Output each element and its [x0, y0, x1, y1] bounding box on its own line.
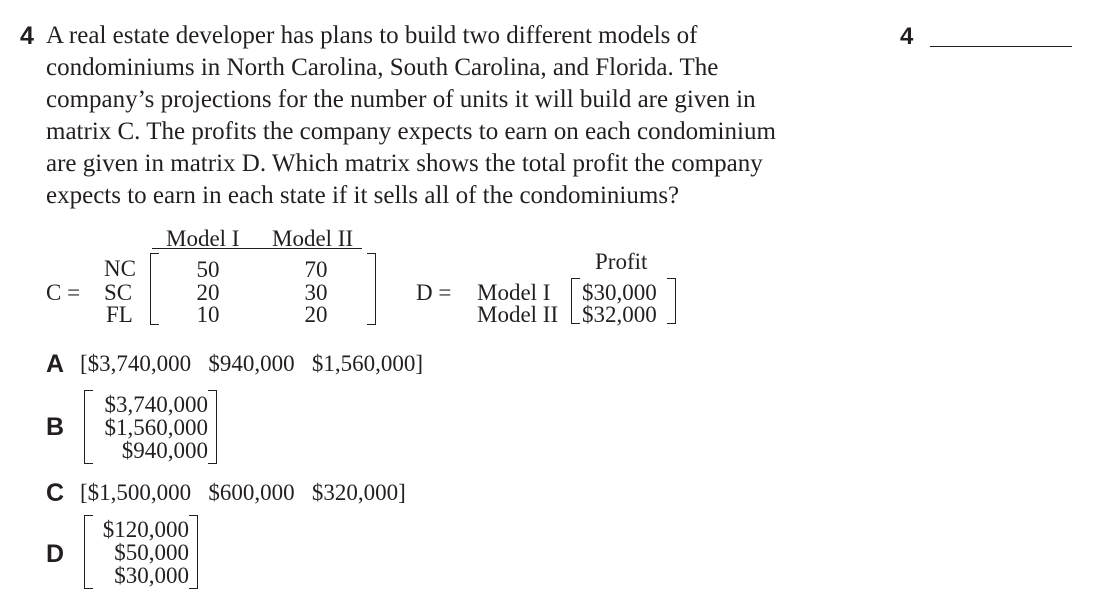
choice-c-text[interactable]: [$1,500,000 $600,000 $320,000]: [80, 480, 406, 505]
question-text-line-3: company’s projections for the number of units it will build are given in: [46, 86, 756, 113]
choice-b-value[interactable]: $940,000: [121, 438, 208, 463]
answer-blank-number: 4: [900, 23, 914, 50]
question-number: 4: [20, 22, 34, 50]
matrix-c-col-header-1: Model I: [166, 226, 240, 251]
matrix-c-cell: 20: [196, 280, 220, 305]
matrix-d-cell: $30,000: [582, 280, 657, 305]
answer-blank-line[interactable]: [930, 46, 1072, 47]
matrix-c-cell: 70: [304, 257, 328, 282]
matrix-d-left-bracket: [571, 278, 580, 324]
choice-a-text[interactable]: [$3,740,000 $940,000 $1,560,000]: [80, 351, 424, 376]
question-text-line-2: condominiums in North Carolina, South Carolina, and Florida. The: [46, 54, 719, 81]
choice-a-letter[interactable]: A: [46, 350, 65, 378]
matrix-d-row-label-model-2: Model II: [477, 302, 559, 327]
matrix-c-right-bracket: [367, 253, 376, 325]
matrix-d-col-header: Profit: [595, 249, 648, 274]
choice-c-letter[interactable]: C: [46, 479, 65, 507]
matrix-c-col-header-2: Model II: [272, 226, 354, 251]
question-text-line-1: A real estate developer has plans to build two different models of: [46, 22, 698, 49]
matrix-c-left-bracket: [150, 253, 159, 325]
matrix-d-row-label-model-1: Model I: [477, 280, 551, 305]
matrix-c-cell: 50: [196, 257, 220, 282]
matrix-c-row-label-fl: FL: [106, 302, 133, 327]
choice-d-value[interactable]: $50,000: [114, 540, 189, 565]
matrix-c-cell: 10: [196, 302, 220, 327]
matrix-c-cell: 20: [304, 302, 328, 327]
choice-b-value[interactable]: $3,740,000: [104, 392, 208, 417]
matrix-d-right-bracket: [667, 278, 676, 324]
choice-d-right-bracket: [189, 515, 198, 589]
matrix-c-cell: 30: [304, 280, 328, 305]
matrix-c-header-rule: [152, 248, 362, 249]
matrix-d-cell: $32,000: [582, 302, 657, 327]
matrix-d-label: D =: [416, 280, 452, 305]
choice-b-right-bracket: [208, 390, 217, 464]
matrix-c-row-label-sc: SC: [104, 280, 133, 305]
choice-d-value[interactable]: $30,000: [114, 563, 189, 588]
matrix-c-label: C =: [46, 280, 81, 305]
choice-b-value[interactable]: $1,560,000: [104, 415, 208, 440]
question-text-line-6: expects to earn in each state if it sells all of the condominiums?: [46, 182, 680, 209]
choice-b-letter[interactable]: B: [46, 413, 65, 441]
choice-d-letter[interactable]: D: [46, 540, 65, 568]
matrix-c-row-label-nc: NC: [104, 256, 136, 281]
question-text-line-5: are given in matrix D. Which matrix shows the total profit the company: [46, 150, 763, 177]
question-text-line-4: matrix C. The profits the company expects to earn on each condominium: [46, 118, 776, 145]
choice-d-value[interactable]: $120,000: [102, 517, 189, 542]
